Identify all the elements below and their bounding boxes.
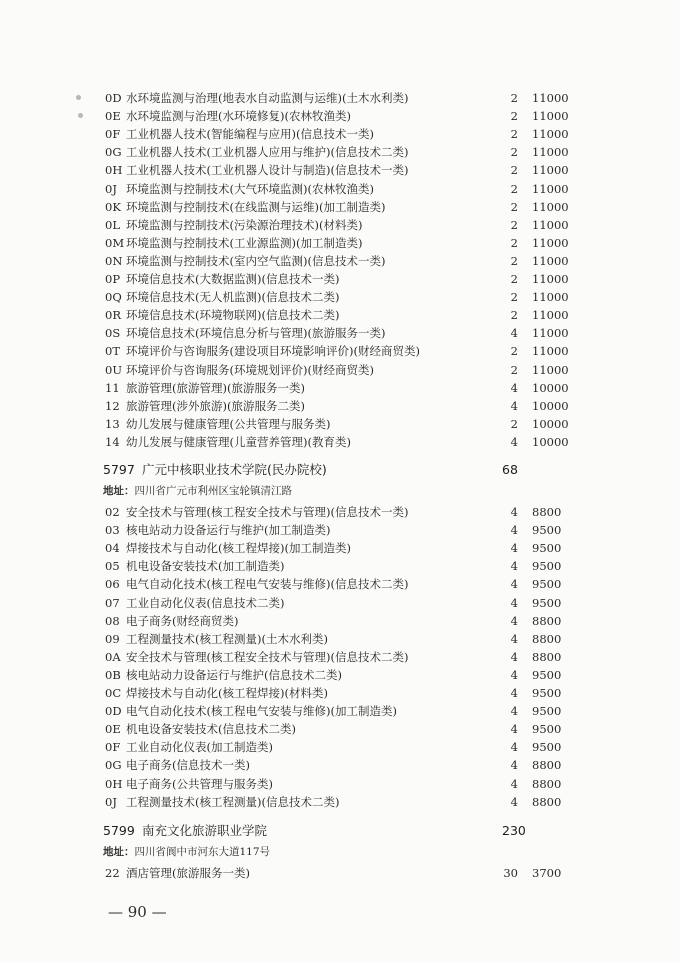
program-fee: 11000 bbox=[532, 145, 569, 160]
program-code: 0B bbox=[105, 667, 121, 682]
program-years: 2 bbox=[510, 272, 518, 286]
program-code: 0T bbox=[105, 344, 120, 359]
program-code: 0F bbox=[105, 740, 121, 755]
program-years: 2 bbox=[510, 91, 518, 105]
program-fee: 8800 bbox=[532, 505, 562, 519]
program-fee: 9500 bbox=[532, 523, 562, 538]
program-row bbox=[0, 648, 680, 666]
program-row bbox=[0, 379, 680, 397]
program-name: 工业机器人技术(工业机器人应用与维护)(信息技术二类) bbox=[126, 145, 409, 160]
program-row bbox=[0, 720, 680, 738]
program-row bbox=[0, 594, 680, 612]
program-years: 30 bbox=[503, 866, 518, 880]
address-text: 四川省广元市利州区宝轮镇清江路 bbox=[134, 485, 292, 497]
program-row bbox=[0, 252, 680, 270]
program-years: 4 bbox=[510, 559, 518, 574]
program-code: 0E bbox=[105, 109, 121, 124]
program-name: 环境信息技术(环境信息分析与管理)(旅游服务一类) bbox=[126, 326, 386, 341]
program-fee: 8800 bbox=[532, 649, 562, 664]
program-code: 12 bbox=[105, 398, 120, 413]
program-row bbox=[0, 630, 680, 648]
program-row bbox=[0, 270, 680, 288]
program-code: 0A bbox=[105, 649, 121, 664]
program-code: 14 bbox=[105, 434, 120, 449]
program-fee: 11000 bbox=[532, 290, 569, 305]
program-fee: 11000 bbox=[532, 253, 569, 268]
program-name: 电气自动化技术(核工程电气安装与维修)(信息技术二类) bbox=[126, 577, 409, 592]
program-fee: 9500 bbox=[532, 686, 562, 700]
program-fee: 11000 bbox=[532, 109, 569, 124]
program-years: 4 bbox=[510, 577, 518, 592]
program-name: 安全技术与管理(核工程安全技术与管理)(信息技术一类) bbox=[126, 505, 409, 519]
program-name: 水环境监测与治理(地表水自动监测与运维)(土木水利类) bbox=[126, 91, 409, 105]
program-name: 焊接技术与自动化(核工程焊接)(材料类) bbox=[126, 686, 328, 700]
program-code: 0D bbox=[105, 704, 122, 719]
program-name: 旅游管理(旅游管理)(旅游服务一类) bbox=[126, 380, 305, 395]
program-years: 2 bbox=[510, 253, 518, 268]
address-text: 四川省阆中市河东大道117号 bbox=[134, 846, 271, 858]
program-code: 0P bbox=[105, 272, 121, 286]
program-name: 机电设备安装技术(信息技术二类) bbox=[126, 722, 296, 737]
program-code: 0H bbox=[105, 776, 123, 791]
school-name: 广元中核职业技术学院(民办院校) bbox=[142, 462, 327, 477]
program-fee: 11000 bbox=[532, 235, 569, 250]
program-fee: 8800 bbox=[532, 613, 562, 628]
program-years: 4 bbox=[510, 740, 518, 755]
program-name: 环境监测与控制技术(大气环境监测)(农林牧渔类) bbox=[126, 181, 374, 196]
program-code: 0M bbox=[105, 235, 125, 250]
program-fee: 9500 bbox=[532, 559, 562, 574]
program-fee: 11000 bbox=[532, 163, 569, 178]
program-name: 酒店管理(旅游服务一类) bbox=[126, 866, 250, 880]
program-years: 4 bbox=[510, 595, 518, 610]
program-name: 核电站动力设备运行与维护(信息技术二类) bbox=[126, 667, 342, 682]
program-years: 2 bbox=[510, 199, 518, 214]
program-name: 水环境监测与治理(水环境修复)(农林牧渔类) bbox=[126, 109, 351, 124]
program-code: 0N bbox=[105, 253, 123, 268]
school-code: 5797 bbox=[103, 462, 135, 477]
program-name: 幼儿发展与健康管理(公共管理与服务类) bbox=[126, 416, 331, 431]
program-fee: 9500 bbox=[532, 722, 562, 737]
program-code: 06 bbox=[105, 577, 120, 592]
program-years: 4 bbox=[510, 704, 518, 719]
program-row bbox=[0, 738, 680, 756]
program-fee: 8800 bbox=[532, 631, 562, 646]
program-row bbox=[0, 324, 680, 342]
program-code: 0J bbox=[105, 181, 117, 196]
program-code: 02 bbox=[105, 505, 120, 519]
program-row bbox=[0, 89, 680, 107]
program-years: 4 bbox=[510, 523, 518, 538]
program-fee: 11000 bbox=[532, 127, 569, 142]
program-years: 2 bbox=[510, 308, 518, 323]
program-name: 工业自动化仪表(信息技术二类) bbox=[126, 595, 285, 610]
program-years: 4 bbox=[510, 434, 518, 449]
program-years: 4 bbox=[510, 758, 518, 773]
program-row bbox=[0, 415, 680, 433]
program-code: 0G bbox=[105, 758, 122, 773]
program-name: 电子商务(财经商贸类) bbox=[126, 613, 239, 628]
program-code: 0H bbox=[105, 163, 123, 178]
program-name: 工业机器人技术(智能编程与应用)(信息技术一类) bbox=[126, 127, 374, 142]
program-name: 环境信息技术(大数据监测)(信息技术一类) bbox=[126, 272, 340, 286]
program-fee: 3700 bbox=[532, 866, 562, 880]
program-fee: 11000 bbox=[532, 217, 569, 232]
program-years: 2 bbox=[510, 145, 518, 160]
program-name: 环境评价与咨询服务(建设项目环境影响评价)(财经商贸类) bbox=[126, 344, 420, 359]
school-name: 南充文化旅游职业学院 bbox=[142, 823, 268, 838]
program-name: 电子商务(公共管理与服务类) bbox=[126, 776, 273, 791]
program-fee: 10000 bbox=[532, 380, 569, 395]
program-code: 09 bbox=[105, 631, 120, 646]
program-row bbox=[0, 161, 680, 179]
program-fee: 9500 bbox=[532, 541, 562, 556]
program-name: 幼儿发展与健康管理(儿童营养管理)(教育类) bbox=[126, 434, 351, 449]
address-label: 地址： bbox=[103, 485, 135, 497]
program-fee: 11000 bbox=[532, 344, 569, 359]
program-row bbox=[0, 521, 680, 539]
program-fee: 10000 bbox=[532, 434, 569, 449]
school-address bbox=[103, 844, 270, 860]
program-fee: 11000 bbox=[532, 272, 569, 286]
program-years: 2 bbox=[510, 362, 518, 377]
program-years: 2 bbox=[510, 416, 518, 431]
program-name: 环境监测与控制技术(工业源监测)(加工制造类) bbox=[126, 235, 363, 250]
program-fee: 11000 bbox=[532, 199, 569, 214]
school-quota: 68 bbox=[502, 462, 518, 477]
program-name: 电子商务(信息技术一类) bbox=[126, 758, 250, 773]
program-name: 核电站动力设备运行与维护(加工制造类) bbox=[126, 523, 331, 538]
program-row bbox=[0, 180, 680, 198]
address-label: 地址： bbox=[103, 846, 135, 858]
program-years: 4 bbox=[510, 649, 518, 664]
school-header bbox=[0, 821, 680, 841]
program-years: 2 bbox=[510, 217, 518, 232]
program-years: 4 bbox=[510, 541, 518, 556]
program-row bbox=[0, 503, 680, 521]
program-years: 2 bbox=[510, 344, 518, 359]
program-row bbox=[0, 361, 680, 379]
program-years: 2 bbox=[510, 163, 518, 178]
program-years: 4 bbox=[510, 505, 518, 519]
program-fee: 11000 bbox=[532, 326, 569, 341]
program-years: 4 bbox=[510, 776, 518, 791]
program-code: 0C bbox=[105, 686, 122, 700]
program-fee: 10000 bbox=[532, 398, 569, 413]
program-row bbox=[0, 288, 680, 306]
program-years: 4 bbox=[510, 722, 518, 737]
program-fee: 8800 bbox=[532, 758, 562, 773]
program-years: 4 bbox=[510, 631, 518, 646]
program-row bbox=[0, 397, 680, 415]
program-row bbox=[0, 125, 680, 143]
program-row bbox=[0, 216, 680, 234]
program-code: 0U bbox=[105, 362, 123, 377]
program-row bbox=[0, 143, 680, 161]
program-row bbox=[0, 775, 680, 793]
program-code: 05 bbox=[105, 559, 120, 574]
program-years: 2 bbox=[510, 109, 518, 124]
program-fee: 9500 bbox=[532, 704, 562, 719]
program-code: 11 bbox=[105, 380, 120, 395]
program-years: 4 bbox=[510, 613, 518, 628]
program-row bbox=[0, 433, 680, 451]
program-name: 旅游管理(涉外旅游)(旅游服务二类) bbox=[126, 398, 305, 413]
program-code: 13 bbox=[105, 416, 120, 431]
program-name: 焊接技术与自动化(核工程焊接)(加工制造类) bbox=[126, 541, 351, 556]
program-row bbox=[0, 306, 680, 324]
program-row bbox=[0, 612, 680, 630]
program-code: 0G bbox=[105, 145, 122, 160]
program-row bbox=[0, 575, 680, 593]
program-fee: 9500 bbox=[532, 595, 562, 610]
school-code: 5799 bbox=[103, 823, 135, 838]
program-code: 0J bbox=[105, 794, 117, 809]
program-years: 4 bbox=[510, 794, 518, 809]
program-row bbox=[0, 198, 680, 216]
school-quota: 230 bbox=[502, 823, 526, 838]
program-fee: 11000 bbox=[532, 308, 569, 323]
program-code: 04 bbox=[105, 541, 120, 556]
program-name: 工程测量技术(核工程测量)(信息技术二类) bbox=[126, 794, 340, 809]
program-name: 电气自动化技术(核工程电气安装与维修)(加工制造类) bbox=[126, 704, 397, 719]
program-row bbox=[0, 864, 680, 882]
program-code: 03 bbox=[105, 523, 120, 538]
program-code: 08 bbox=[105, 613, 120, 628]
program-code: 0R bbox=[105, 308, 121, 323]
program-row bbox=[0, 666, 680, 684]
program-row bbox=[0, 557, 680, 575]
program-name: 安全技术与管理(核工程安全技术与管理)(信息技术二类) bbox=[126, 649, 409, 664]
program-fee: 10000 bbox=[532, 416, 569, 431]
program-name: 环境监测与控制技术(污染源治理技术)(材料类) bbox=[126, 217, 363, 232]
program-row bbox=[0, 756, 680, 774]
program-years: 2 bbox=[510, 181, 518, 196]
program-years: 4 bbox=[510, 667, 518, 682]
program-code: 0F bbox=[105, 127, 121, 142]
program-code: 0L bbox=[105, 217, 120, 232]
program-years: 4 bbox=[510, 398, 518, 413]
program-fee: 11000 bbox=[532, 91, 569, 105]
program-fee: 9500 bbox=[532, 577, 562, 592]
program-code: 07 bbox=[105, 595, 120, 610]
program-row bbox=[0, 107, 680, 125]
program-fee: 9500 bbox=[532, 667, 562, 682]
program-fee: 8800 bbox=[532, 794, 562, 809]
school-address bbox=[103, 483, 292, 499]
program-name: 环境评价与咨询服务(环境规划评价)(财经商贸类) bbox=[126, 362, 374, 377]
program-row bbox=[0, 234, 680, 252]
program-fee: 9500 bbox=[532, 740, 562, 755]
program-name: 工业机器人技术(工业机器人设计与制造)(信息技术一类) bbox=[126, 163, 409, 178]
program-years: 2 bbox=[510, 127, 518, 142]
program-code: 0E bbox=[105, 722, 121, 737]
program-row bbox=[0, 793, 680, 811]
program-fee: 8800 bbox=[532, 776, 562, 791]
program-row bbox=[0, 702, 680, 720]
program-years: 2 bbox=[510, 235, 518, 250]
program-years: 2 bbox=[510, 290, 518, 305]
program-name: 环境监测与控制技术(室内空气监测)(信息技术一类) bbox=[126, 253, 386, 268]
program-name: 环境监测与控制技术(在线监测与运维)(加工制造类) bbox=[126, 199, 386, 214]
program-years: 4 bbox=[510, 380, 518, 395]
program-years: 4 bbox=[510, 686, 518, 700]
program-code: 0K bbox=[105, 199, 121, 214]
program-years: 4 bbox=[510, 326, 518, 341]
program-name: 工程测量技术(核工程测量)(土木水利类) bbox=[126, 631, 328, 646]
program-name: 工业自动化仪表(加工制造类) bbox=[126, 740, 273, 755]
program-name: 机电设备安装技术(加工制造类) bbox=[126, 559, 285, 574]
program-name: 环境信息技术(无人机监测)(信息技术二类) bbox=[126, 290, 340, 305]
page-number: — 90 — bbox=[108, 903, 167, 921]
program-code: 0S bbox=[105, 326, 121, 341]
program-row bbox=[0, 342, 680, 360]
program-code: 0Q bbox=[105, 290, 122, 305]
program-name: 环境信息技术(环境物联网)(信息技术二类) bbox=[126, 308, 340, 323]
program-fee: 11000 bbox=[532, 181, 569, 196]
program-row bbox=[0, 539, 680, 557]
program-code: 0D bbox=[105, 91, 122, 105]
school-header bbox=[0, 460, 680, 480]
program-fee: 11000 bbox=[532, 362, 569, 377]
program-row bbox=[0, 684, 680, 702]
program-code: 22 bbox=[105, 866, 120, 880]
